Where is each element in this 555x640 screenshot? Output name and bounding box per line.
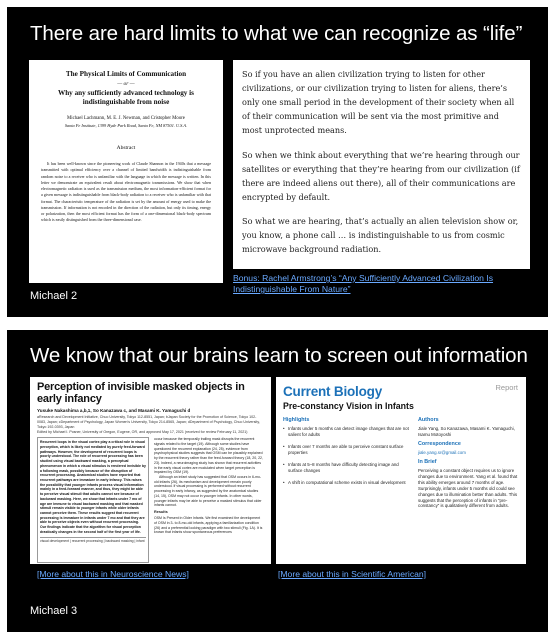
correspondence-email: jiale.yang.sr@gmail.com <box>418 449 466 455</box>
slide-title: We know that our brains learn to screen out information <box>30 344 528 367</box>
quote-paragraph: So when we think about everything that we’re hearing through our satellites or everything that they’re hearing from our civilization (if there are indeed aliens out there), all of their communications are encrypted by default. <box>242 149 520 202</box>
slide-michael-3 <box>7 330 548 632</box>
slide-footer: Michael 3 <box>30 605 78 617</box>
scientific-american-link[interactable]: [More about this in Scientific American] <box>278 569 427 579</box>
pnas-abstract-box <box>37 437 149 563</box>
neuroscience-news-link[interactable]: [More about this in Neuroscience News] <box>37 569 189 579</box>
highlight-item: • Infants under 5 months can detect image changes that are not salient for adults <box>283 426 410 438</box>
pnas-affiliation: aResearch and Development Initiative, Chuo University, Tokyo 112-8551, Japan; bJapan Society for the Promotion of Science, Tokyo 102-0083, Japan; cDepartment of Psychology, Japan Women’s University, Tokyo 214-8565, Japan; dDepartment of Psychology, Chuo University, Tokyo 192-0393, Japan <box>37 415 260 429</box>
quote-card <box>233 60 530 269</box>
slide-title: There are hard limits to what we can recognize as “life” <box>30 22 523 45</box>
pnas-results-heading: Results <box>154 509 168 514</box>
pnas-authors: Yusuke Nakashima a,b,1, So Kanazawa c, and Masami K. Yamaguchi d <box>37 408 191 414</box>
pnas-body-paragraph: Although an infant study has suggested that OSM occurs in 6-mo-old infants (26), its mechanism and development remain poorly understood. If visual processing is performed without recurrent processing in early infancy, as suggested by the anatomical studies (14, 15), OSM may not occur in younger infants. In other words, younger infants may be able to perceive a masked stimulus that older infants cannot. <box>154 474 262 508</box>
quote-paragraph: So if you have an alien civilization trying to listen for other civilizations, or our civilization trying to listen for aliens, there’s only one small period in the development of their society when all of their communication will be sent via the most primitive and most unprotected means. <box>242 69 515 136</box>
correspondence-heading: Correspondence <box>418 440 461 447</box>
pnas-body-column <box>154 437 264 564</box>
highlight-item: • A shift in computational scheme exists in visual development <box>283 480 410 486</box>
pnas-body-paragraph: OSM Is Present in Older Infants. We first examined the development of OSM in 3- to 8-mo-old infants, applying a familiarization condition (26) and a preferential looking paradigm with two stimuli (Fig. 1A). It is known that infants show spontaneous preferences <box>154 516 263 535</box>
in-brief-text: Perceiving a constant object requires us to ignore changes due to environment. Yang et al. found that this ability emerges around 7 months of age. Surprisingly, infants under 5 months old could see changes due to illumination better than adults. This suggests that the perception of infants in “pre-constancy” is qualitatively different from adults. <box>418 467 518 509</box>
paper-title: The Physical Limits of Communication <box>65 70 187 78</box>
report-label: Report <box>495 383 518 392</box>
info-column <box>418 417 519 512</box>
pnas-edited-by: Edited by Michael I. Posner, University of Oregon, Eugene, OR, and approved May 17, 2021 (received for review February 11, 2021) <box>37 430 248 435</box>
paper-first-page <box>29 60 223 283</box>
bonus-link[interactable]: Bonus: Rachel Armstrong’s “Any Sufficiently Advanced Civilization Is Indistinguishable From Nature” <box>233 273 494 295</box>
current-biology-screenshot <box>276 377 526 564</box>
highlight-item: • Infants at 5–8 months have difficulty detecting image and surface changes <box>283 462 410 474</box>
quote-paragraph: So what we are hearing, that’s actually an alien television show or, you know, a phone call … is indistinguishable to us from cosmic microwave background radiation. <box>242 216 519 255</box>
paper-abstract: It has been well-known since the pioneering work of Claude Shannon in the 1940s that a message transmitted with optimal efficiency over a channel of limited bandwidth is indistinguishable from random noise to a receiver who is unfamiliar with the language in which the message is written. In this letter we demonstrate an equivalent result about electromagnetic transmissions. We show that when electromagnetic radiation is used as the transmission medium, the most information-efficient format for a given message is indistinguishable from black-body radiation to a receiver who is unfamiliar with that format. The characteristic temperature of the radiation is set by the amount of energy used to make the transmission. If information is not encoded in the direction of the radiation, but only its timing, energy or polarization, then the most efficient format has the form of a one-dimensional black-body spectrum which is easily distinguished from the three-dimensional case. <box>41 161 211 223</box>
paper-abstract-heading: Abstract <box>116 145 136 151</box>
authors-heading: Authors <box>418 417 439 423</box>
paper-authors: Michael Lachmann, M. E. J. Newman, and Cristopher Moore <box>67 116 185 121</box>
pnas-title: Perception of invisible masked objects in early infancy <box>37 381 245 406</box>
highlight-item: • Infants over 7 months are able to perceive constant surface properties <box>283 444 410 456</box>
slide-footer: Michael 2 <box>30 290 78 302</box>
pnas-paper-screenshot <box>30 377 271 564</box>
paper-subtitle: Why any sufficiently advanced technology is indistinguishable from noise <box>58 89 194 106</box>
paper-affiliation: Santa Fe Institute, 1399 Hyde Park Road, Santa Fe, NM 87501. U.S.A. <box>64 123 188 128</box>
pnas-abstract: Recurrent loops in the visual cortex play a critical role in visual perception, which is likely not mediated by purely feed-forward pathways. However, the development of recurrent loops is poorly understood. The role of recurrent processing has been studied using visual backward masking, a perceptual phenomenon in which a visual stimulus is rendered invisible by a following mask, possibly because of the disruption of recurrent processing. Anatomical studies have reported that recurrent pathways are immature in early infancy. This raises the possibility that younger infants process visual information mainly in a feed-forward manner, and thus, they might be able to perceive visual stimuli that adults cannot see because of backward masking. Here, we show that infants under 7 mo of age are immune to visual backward masking and that masked stimuli remain visible to younger infants while older infants cannot perceive them. These results suggest that recurrent processing is immature in infants under 7 mo and that they are able to perceive objects even without recurrent processing. Our findings indicate that the algorithm for visual perception drastically changes in the second half of the first year of life. <box>40 440 146 534</box>
article-title: Pre-constancy Vision in Infants <box>283 401 414 411</box>
in-brief-heading: In Brief <box>418 458 437 465</box>
pnas-body-paragraph: occur because the temporally trailing mask disrupts the recurrent signals related to the target (19). Although some studies have questioned the recurrent explanation (24, 25), evidence from psychophysical studies suggests that OSM can be plausibly explained by the recurrent theory rather than the feed-forward theory (18, 20, 22, 23). Indeed, a neuroimaging study has shown that recurrent activities in the early visual cortex are modulated when target perception is impaired by OSM (19). <box>154 437 263 475</box>
highlights-heading: Highlights <box>283 417 310 423</box>
paper-title-or: — or — <box>117 81 135 87</box>
authors-list: Jiale Yang, So Kanazawa, Masami K. Yamaguchi, Isamu Motoyoshi <box>418 426 515 437</box>
highlights-column <box>283 417 410 512</box>
slide-michael-2 <box>7 7 548 317</box>
pnas-keywords: visual development | recurrent processing | backward masking | infant <box>40 538 145 543</box>
journal-name: Current Biology <box>283 384 383 399</box>
